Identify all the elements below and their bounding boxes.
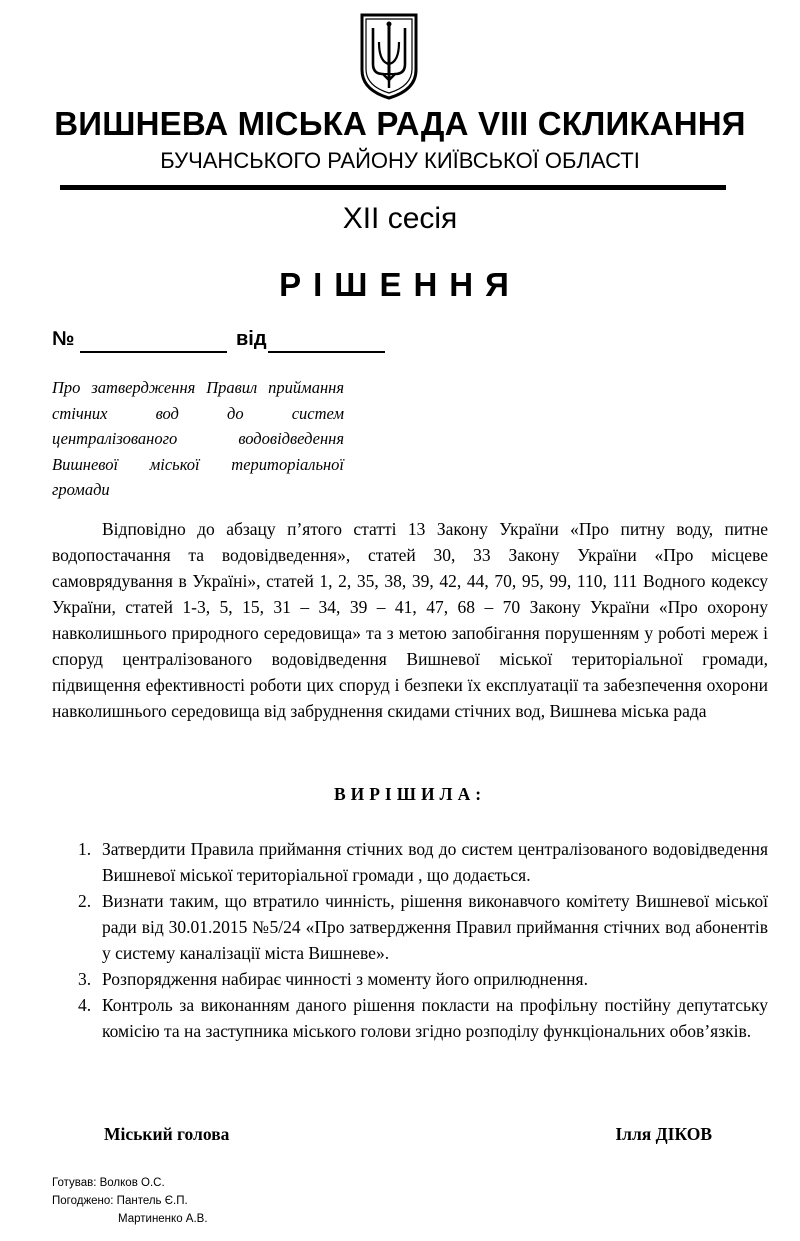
prepared-by: Готував: Волков О.С. <box>52 1177 165 1189</box>
session-label: XII сесія <box>342 202 458 235</box>
document-type-heading: РІШЕННЯ <box>279 266 521 303</box>
item-number: 1. <box>78 839 92 859</box>
date-label: від <box>236 328 267 350</box>
list-item <box>72 992 768 1044</box>
subject-line: Про затвердження Правил приймання <box>52 378 344 397</box>
number-label: № <box>52 328 75 350</box>
subject-line: стічних вод до систем <box>52 403 344 423</box>
resolution-items <box>72 836 768 1044</box>
item-text: Контроль за виконанням даного рішення покласти на профільну постійну депутатську комісію та на заступника міського голови згідно розподілу функціональних обов’язків. <box>102 995 768 1041</box>
item-number: 3. <box>78 969 92 989</box>
list-item <box>72 966 768 992</box>
registration-line <box>52 326 452 356</box>
agreed-by: Погоджено: Пантель Є.П. <box>52 1195 188 1207</box>
number-blank <box>80 351 227 353</box>
item-text: Затвердити Правила приймання стічних вод до систем централізованого водовідведення Вишневої міської територіальної громади , що додається. <box>102 839 768 885</box>
item-text: Визнати таким, що втратило чинність, рішення виконавчого комітету Вишневої міської ради від 30.01.2015 №5/24 «Про затвердження Правил приймання стічних вод абонентів у систему каналізації міста Вишневе». <box>102 891 768 963</box>
signatory-name: Ілля ДІКОВ <box>615 1124 712 1144</box>
list-item <box>72 836 768 888</box>
council-name: ВИШНЕВА МІСЬКА РАДА VIII СКЛИКАННЯ <box>54 105 746 142</box>
subject-line: Вишневої міської територіальної <box>52 454 344 474</box>
district-name: БУЧАНСЬКОГО РАЙОНУ КИЇВСЬКОЇ ОБЛАСТІ <box>160 148 640 173</box>
subject-line: централізованого водовідведення <box>52 429 344 448</box>
signatory-title: Міський голова <box>104 1124 230 1144</box>
decision-subject <box>52 375 344 503</box>
preamble-paragraph: Відповідно до абзацу п’ятого статті 13 Закону України «Про питну воду, питне водопостачання та водовідведення», статей 30, 33 Закону України «Про місцеве самоврядування в Україні», статей 1, 2, 35, 38, 39, 42, 44, 70, 95, 99, 110, 111 Водного кодексу України, статей 1-3, 5, 15, 31 – 34, 39 – 41, 47, 68 – 70 Закону України «Про охорону навколишнього природного середовища» та з метою запобігання порушенням у роботі мереж і споруд централізованого водовідведення Вишневої міської територіальної громади, підвищення ефективності роботи цих споруд і безпеки їх експлуатації та забезпечення охорони навколишнього середовища від забруднення скидами стічних вод, Вишнева міська рада <box>52 519 768 721</box>
subject-line: громади <box>52 480 110 499</box>
item-number: 4. <box>78 995 92 1015</box>
footer-approvals <box>52 1174 208 1228</box>
trident-coat-of-arms-icon <box>359 12 419 100</box>
item-number: 2. <box>78 891 92 911</box>
date-blank <box>268 351 385 353</box>
item-text: Розпорядження набирає чинності з моменту його оприлюднення. <box>102 969 588 989</box>
header-divider <box>60 185 726 190</box>
agreed-by-second: Мартиненко А.В. <box>118 1213 208 1225</box>
resolved-heading: ВИРІШИЛА: <box>333 784 487 804</box>
list-item <box>72 888 768 966</box>
